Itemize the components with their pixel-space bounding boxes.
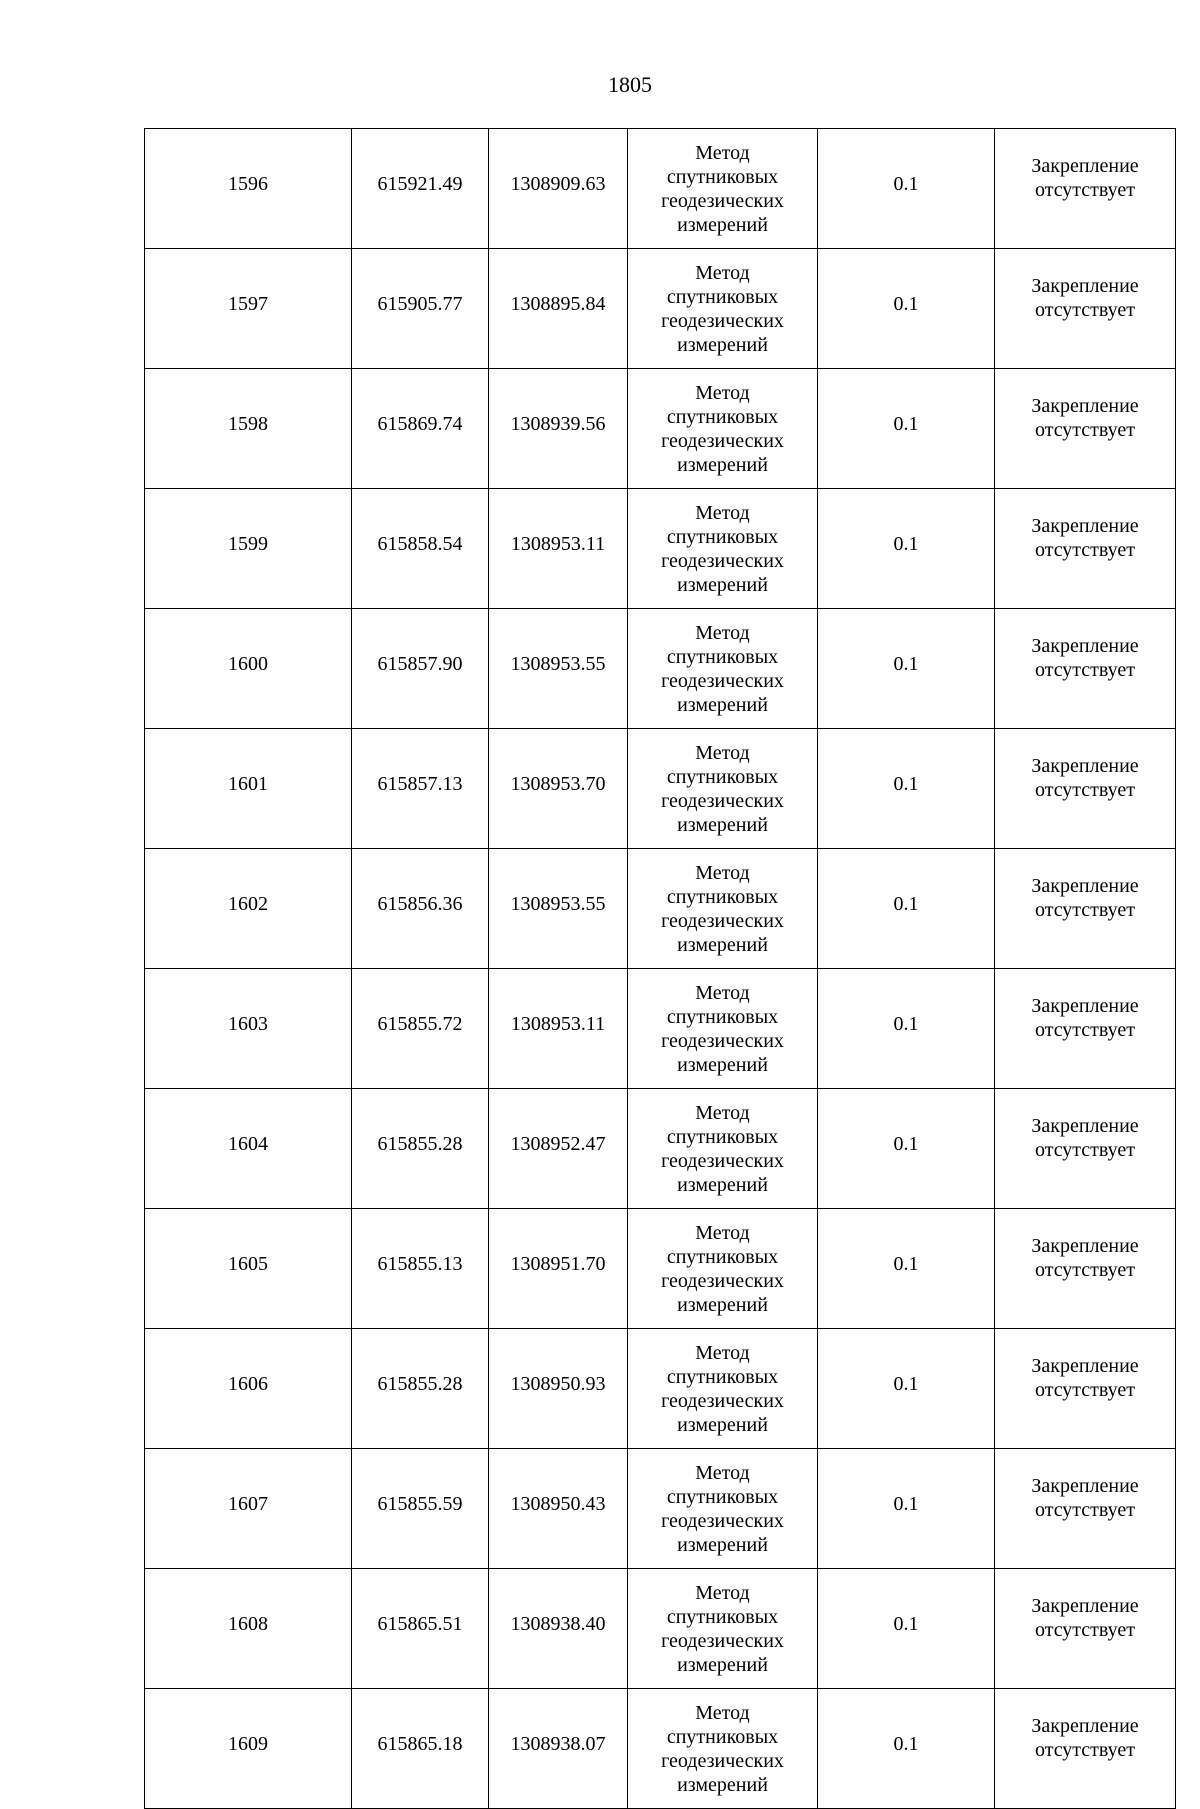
x-coordinate-cell: 615855.59 [352,1449,489,1569]
fixation-cell [995,249,1176,369]
fixation-cell [995,729,1176,849]
point-number-cell: 1598 [145,369,352,489]
x-coordinate-cell: 615865.18 [352,1689,489,1809]
accuracy-cell: 0.1 [818,249,995,369]
fixation-cell [995,609,1176,729]
fixation-text-line: Закрепление [1031,1114,1139,1137]
table-row [145,489,1176,609]
table-row [145,609,1176,729]
method-cell [628,969,818,1089]
method-cell [628,1089,818,1209]
y-coordinate-cell: 1308953.70 [489,729,628,849]
fixation-text-line: Закрепление [1031,994,1139,1017]
method-text-line: измерений [677,1413,768,1436]
fixation-text-line: отсутствует [1034,658,1136,681]
method-cell [628,489,818,609]
method-text-line: геодезических [661,189,784,212]
point-number-cell: 1605 [145,1209,352,1329]
accuracy-cell: 0.1 [818,729,995,849]
accuracy-cell: 0.1 [818,1209,995,1329]
method-text-line: измерений [677,213,768,236]
method-text-line: Метод [695,261,750,284]
table-row [145,369,1176,489]
fixation-cell [995,849,1176,969]
fixation-text-line: Закрепление [1031,1714,1139,1737]
fixation-cell [995,369,1176,489]
table-row [145,1329,1176,1449]
method-text-line: Метод [695,1101,750,1124]
accuracy-cell: 0.1 [818,369,995,489]
method-text-line: измерений [677,1293,768,1316]
method-text-line: измерений [677,453,768,476]
fixation-text-line: отсутствует [1034,1618,1136,1641]
fixation-cell [995,1449,1176,1569]
y-coordinate-cell: 1308953.55 [489,609,628,729]
x-coordinate-cell: 615921.49 [352,129,489,249]
x-coordinate-cell: 615858.54 [352,489,489,609]
method-text-line: спутниковых [666,525,779,548]
method-text-line: Метод [695,1581,750,1604]
accuracy-cell: 0.1 [818,849,995,969]
fixation-cell [995,1689,1176,1809]
y-coordinate-cell: 1308952.47 [489,1089,628,1209]
method-text-line: Метод [695,621,750,644]
method-text-line: спутниковых [666,405,779,428]
accuracy-cell: 0.1 [818,609,995,729]
fixation-text-line: отсутствует [1034,898,1136,921]
method-text-line: измерений [677,1173,768,1196]
x-coordinate-cell: 615855.13 [352,1209,489,1329]
method-text-line: Метод [695,501,750,524]
x-coordinate-cell: 615865.51 [352,1569,489,1689]
y-coordinate-cell: 1308950.43 [489,1449,628,1569]
x-coordinate-cell: 615857.13 [352,729,489,849]
accuracy-cell: 0.1 [818,489,995,609]
point-number-cell: 1609 [145,1689,352,1809]
method-text-line: спутниковых [666,885,779,908]
y-coordinate-cell: 1308951.70 [489,1209,628,1329]
y-coordinate-cell: 1308953.11 [489,969,628,1089]
fixation-cell [995,969,1176,1089]
fixation-cell [995,1329,1176,1449]
fixation-text-line: отсутствует [1034,178,1136,201]
method-text-line: геодезических [661,909,784,932]
method-text-line: измерений [677,933,768,956]
x-coordinate-cell: 615869.74 [352,369,489,489]
method-text-line: измерений [677,333,768,356]
point-number-cell: 1599 [145,489,352,609]
fixation-text-line: отсутствует [1034,1378,1136,1401]
method-text-line: измерений [677,1653,768,1676]
x-coordinate-cell: 615905.77 [352,249,489,369]
x-coordinate-cell: 615855.28 [352,1329,489,1449]
fixation-text-line: отсутствует [1034,1738,1136,1761]
fixation-text-line: Закрепление [1031,1594,1139,1617]
method-text-line: спутниковых [666,1485,779,1508]
x-coordinate-cell: 615855.72 [352,969,489,1089]
accuracy-cell: 0.1 [818,1089,995,1209]
fixation-text-line: Закрепление [1031,274,1139,297]
point-number-cell: 1601 [145,729,352,849]
table-row [145,129,1176,249]
y-coordinate-cell: 1308895.84 [489,249,628,369]
point-number-cell: 1597 [145,249,352,369]
y-coordinate-cell: 1308909.63 [489,129,628,249]
table-body [145,129,1176,1809]
accuracy-cell: 0.1 [818,129,995,249]
method-text-line: геодезических [661,1389,784,1412]
point-number-cell: 1607 [145,1449,352,1569]
method-text-line: спутниковых [666,285,779,308]
table-row [145,1569,1176,1689]
fixation-text-line: Закрепление [1031,154,1139,177]
method-cell [628,369,818,489]
method-text-line: геодезических [661,1509,784,1532]
method-text-line: Метод [695,741,750,764]
fixation-cell [995,489,1176,609]
method-text-line: геодезических [661,1029,784,1052]
method-text-line: измерений [677,1533,768,1556]
method-cell [628,129,818,249]
method-cell [628,249,818,369]
method-text-line: Метод [695,1701,750,1724]
method-cell [628,1449,818,1569]
table-row [145,849,1176,969]
method-cell [628,729,818,849]
method-text-line: спутниковых [666,1365,779,1388]
page-number: 1805 [608,72,652,97]
fixation-text-line: Закрепление [1031,874,1139,897]
method-text-line: Метод [695,1461,750,1484]
method-text-line: Метод [695,141,750,164]
fixation-text-line: Закрепление [1031,754,1139,777]
method-cell [628,849,818,969]
y-coordinate-cell: 1308953.11 [489,489,628,609]
accuracy-cell: 0.1 [818,1449,995,1569]
method-text-line: геодезических [661,1749,784,1772]
method-cell [628,609,818,729]
fixation-text-line: Закрепление [1031,1474,1139,1497]
method-text-line: измерений [677,573,768,596]
accuracy-cell: 0.1 [818,1329,995,1449]
method-text-line: спутниковых [666,1005,779,1028]
method-cell [628,1569,818,1689]
accuracy-cell: 0.1 [818,1569,995,1689]
method-text-line: Метод [695,1341,750,1364]
method-cell [628,1689,818,1809]
x-coordinate-cell: 615857.90 [352,609,489,729]
method-text-line: геодезических [661,789,784,812]
table-row [145,729,1176,849]
fixation-text-line: Закрепление [1031,634,1139,657]
fixation-cell [995,1089,1176,1209]
fixation-text-line: Закрепление [1031,1354,1139,1377]
method-text-line: Метод [695,381,750,404]
fixation-text-line: отсутствует [1034,1258,1136,1281]
y-coordinate-cell: 1308950.93 [489,1329,628,1449]
point-number-cell: 1602 [145,849,352,969]
fixation-cell [995,1569,1176,1689]
y-coordinate-cell: 1308938.40 [489,1569,628,1689]
method-cell [628,1329,818,1449]
method-text-line: спутниковых [666,1125,779,1148]
method-text-line: спутниковых [666,1245,779,1268]
method-text-line: спутниковых [666,645,779,668]
method-text-line: геодезических [661,1149,784,1172]
fixation-text-line: отсутствует [1034,1018,1136,1041]
method-text-line: геодезических [661,429,784,452]
method-text-line: геодезических [661,1629,784,1652]
fixation-text-line: отсутствует [1034,298,1136,321]
method-text-line: измерений [677,813,768,836]
method-text-line: Метод [695,1221,750,1244]
fixation-text-line: отсутствует [1034,1498,1136,1521]
method-text-line: геодезических [661,1269,784,1292]
method-text-line: измерений [677,1773,768,1796]
method-text-line: геодезических [661,309,784,332]
table-row [145,969,1176,1089]
table-row [145,249,1176,369]
fixation-cell [995,129,1176,249]
method-text-line: измерений [677,693,768,716]
y-coordinate-cell: 1308953.55 [489,849,628,969]
accuracy-cell: 0.1 [818,1689,995,1809]
point-number-cell: 1600 [145,609,352,729]
fixation-text-line: Закрепление [1031,514,1139,537]
fixation-text-line: отсутствует [1034,538,1136,561]
point-number-cell: 1596 [145,129,352,249]
method-cell [628,1209,818,1329]
point-number-cell: 1604 [145,1089,352,1209]
method-text-line: Метод [695,861,750,884]
fixation-cell [995,1209,1176,1329]
accuracy-cell: 0.1 [818,969,995,1089]
method-text-line: спутниковых [666,1725,779,1748]
fixation-text-line: Закрепление [1031,394,1139,417]
fixation-text-line: Закрепление [1031,1234,1139,1257]
method-text-line: спутниковых [666,1605,779,1628]
x-coordinate-cell: 615855.28 [352,1089,489,1209]
table-row [145,1089,1176,1209]
table-row [145,1449,1176,1569]
point-number-cell: 1608 [145,1569,352,1689]
method-text-line: геодезических [661,549,784,572]
method-text-line: спутниковых [666,165,779,188]
point-number-cell: 1606 [145,1329,352,1449]
x-coordinate-cell: 615856.36 [352,849,489,969]
coordinates-table [144,128,1176,1809]
method-text-line: геодезических [661,669,784,692]
method-text-line: спутниковых [666,765,779,788]
y-coordinate-cell: 1308938.07 [489,1689,628,1809]
fixation-text-line: отсутствует [1034,418,1136,441]
fixation-text-line: отсутствует [1034,778,1136,801]
point-number-cell: 1603 [145,969,352,1089]
method-text-line: Метод [695,981,750,1004]
fixation-text-line: отсутствует [1034,1138,1136,1161]
method-text-line: измерений [677,1053,768,1076]
y-coordinate-cell: 1308939.56 [489,369,628,489]
table-row [145,1209,1176,1329]
table-row [145,1689,1176,1809]
